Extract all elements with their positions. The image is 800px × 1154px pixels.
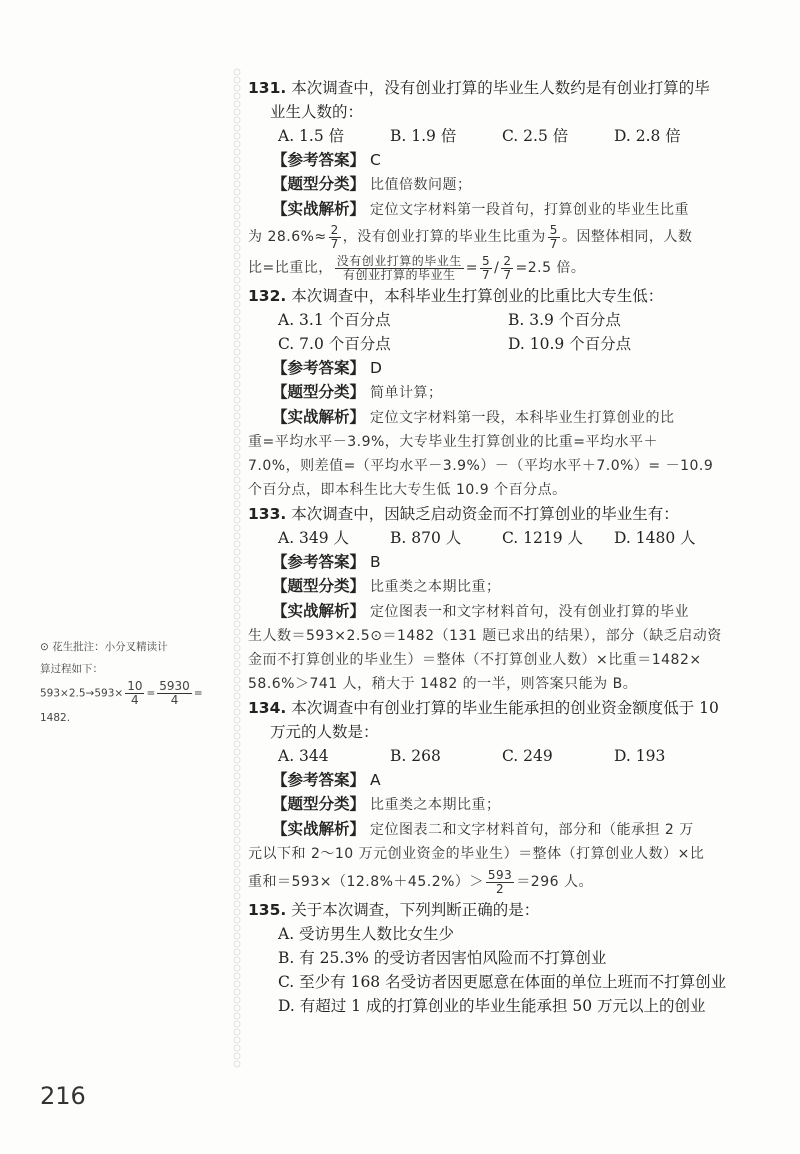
answer: D: [369, 359, 382, 377]
option-a: A. 349 人: [278, 529, 350, 547]
answer-label: 【参考答案】: [272, 553, 366, 571]
option-c: C. 7.0 个百分点: [278, 335, 391, 353]
question-stem-cont: 万元的人数是：: [270, 723, 379, 741]
analysis-text: 为 28.6%≈: [248, 229, 327, 245]
fraction-denominator: 7: [330, 236, 339, 251]
side-note-equals-2: =: [193, 687, 203, 700]
analysis-label: 【实战解析】: [272, 602, 366, 620]
question-type: 比重类之本期比重；: [369, 579, 501, 595]
fraction-numerator: 2: [330, 222, 339, 237]
question-type: 比值倍数问题；: [369, 177, 472, 193]
option-a: A. 3.1 个百分点: [278, 311, 391, 329]
option-a: A. 344: [278, 747, 329, 765]
option-c: C. 249: [502, 747, 553, 765]
question-stem: 本次调查中，因缺乏启动资金而不打算创业的毕业生有：: [291, 505, 679, 523]
analysis-line: [248, 866, 748, 898]
analysis-text: /: [494, 260, 500, 276]
option-b: B. 268: [390, 747, 441, 765]
question-stem: 关于本次调查，下列判断正确的是：: [291, 901, 540, 919]
option-a: A. 受访男生人数比女生少: [278, 925, 455, 943]
analysis-line: 定位图表一和文字材料首句，没有创业打算的毕业: [369, 604, 689, 620]
option-d: D. 193: [614, 747, 666, 765]
page-number: 216: [40, 1082, 86, 1110]
options: [248, 526, 748, 550]
question-stem: 本次调查中，没有创业打算的毕业生人数约是有创业打算的毕: [291, 79, 710, 97]
fraction: [480, 255, 492, 282]
analysis-line: 生人数＝593×2.5⊙＝1482（131 题已求出的结果），部分（缺乏启动资: [248, 628, 722, 644]
fraction-denominator: 7: [549, 236, 558, 251]
analysis-label: 【实战解析】: [272, 820, 366, 838]
analysis-line: 定位文字材料第一段，本科毕业生打算创业的比: [369, 410, 675, 426]
type-label: 【题型分类】: [272, 795, 366, 813]
answer: A: [369, 771, 381, 789]
analysis-text: ＝296 人。: [516, 874, 593, 890]
side-note-line1: ⊙ 花生批注：小分叉精读计: [40, 641, 168, 653]
question-133: [248, 502, 748, 696]
margin-wavy-line: [233, 68, 241, 1068]
option-b: B. 870 人: [390, 529, 462, 547]
question-stem: 本次调查中，本科毕业生打算创业的比重比大专生低：: [291, 287, 664, 305]
fraction: [329, 224, 341, 251]
analysis-line: 个百分点，即本科生比大专生低 10.9 个百分点。: [248, 482, 567, 498]
analysis-line: 定位文字材料第一段首句，打算创业的毕业生比重: [369, 202, 689, 218]
type-label: 【题型分类】: [272, 383, 366, 401]
option-d: D. 1480 人: [614, 529, 696, 547]
question-number: 132.: [248, 287, 287, 305]
side-note-fraction: [125, 680, 144, 707]
option-d: D. 有超过 1 成的打算创业的毕业生能承担 50 万元以上的创业: [278, 997, 706, 1015]
fraction-numerator: 5: [481, 253, 491, 268]
options: [248, 308, 748, 332]
analysis-line: [248, 252, 748, 284]
fraction-numerator: 593: [487, 867, 513, 882]
fraction-numerator: 2: [503, 253, 512, 268]
fraction-denominator: 7: [481, 267, 491, 282]
fraction: [486, 869, 514, 896]
answer-label: 【参考答案】: [272, 359, 366, 377]
question-stem-cont: 业生人数的：: [270, 103, 364, 121]
side-note-fraction-2: [157, 680, 192, 707]
question-135: [248, 898, 748, 1018]
type-label: 【题型分类】: [272, 577, 366, 595]
fraction-denominator: 2: [496, 881, 505, 896]
analysis-line: 元以下和 2～10 万元创业资金的毕业生）＝整体（打算创业人数）×比: [248, 846, 705, 862]
option-a: A. 1.5 倍: [278, 127, 345, 145]
option-c: C. 1219 人: [502, 529, 584, 547]
analysis-line: 定位图表二和文字材料首句，部分和（能承担 2 万: [369, 822, 694, 838]
option-b: B. 有 25.3% 的受访者因害怕风险而不打算创业: [278, 949, 607, 967]
side-note-line4: 1482.: [40, 712, 71, 724]
question-131: [248, 76, 748, 284]
fraction-numerator: 10: [127, 679, 143, 693]
analysis-text: 比=比重比，: [248, 260, 333, 276]
option-c: C. 至少有 168 名受访者因更愿意在体面的单位上班而不打算创业: [278, 973, 727, 991]
analysis-line: 金而不打算创业的毕业生）＝整体（不打算创业人数）×比重＝1482×: [248, 652, 702, 668]
question-type: 简单计算；: [369, 385, 443, 401]
analysis-line: 58.6%＞741 人，稍大于 1482 的一半，则答案只能为 B。: [248, 676, 638, 692]
fraction-numerator: 没有创业打算的毕业生: [336, 253, 462, 268]
fraction-denominator: 4: [131, 693, 139, 707]
side-note-line2: 算过程如下：: [40, 663, 103, 675]
option-b: B. 3.9 个百分点: [508, 311, 621, 329]
options: [248, 332, 748, 356]
question-number: 131.: [248, 79, 287, 97]
fraction: [501, 255, 513, 282]
option-d: D. 2.8 倍: [614, 127, 681, 145]
analysis-text: ，没有创业打算的毕业生比重为: [342, 229, 546, 245]
side-note-calc: 593×2.5→593×: [40, 687, 124, 700]
question-number: 133.: [248, 505, 287, 523]
option-d: D. 10.9 个百分点: [508, 335, 632, 353]
option-c: C. 2.5 倍: [502, 127, 569, 145]
analysis-text: 。因整体相同，人数: [561, 229, 693, 245]
question-134: [248, 696, 748, 898]
analysis-label: 【实战解析】: [272, 408, 366, 426]
question-132: [248, 284, 748, 502]
options: [248, 922, 748, 1018]
fraction-denominator: 有创业打算的毕业生: [342, 267, 456, 282]
question-type: 比重类之本期比重；: [369, 797, 501, 813]
answer: C: [369, 151, 381, 169]
main-text: [248, 76, 748, 1018]
analysis-line: 重=平均水平－3.9%，大专毕业生打算创业的比重=平均水平＋: [248, 434, 659, 450]
question-number: 134.: [248, 699, 287, 717]
fraction-numerator: 5: [549, 222, 558, 237]
fraction: [335, 255, 464, 282]
type-label: 【题型分类】: [272, 175, 366, 193]
options: [248, 744, 748, 768]
answer-label: 【参考答案】: [272, 771, 366, 789]
fraction-denominator: 4: [170, 693, 179, 707]
question-stem: 本次调查中有创业打算的毕业生能承担的创业资金额度低于 10: [291, 699, 719, 717]
fraction-numerator: 5930: [159, 679, 190, 693]
fraction-denominator: 7: [503, 267, 512, 282]
analysis-line: 7.0%，则差值=（平均水平－3.9%）－（平均水平＋7.0%）= －10.9: [248, 458, 714, 474]
answer: B: [369, 553, 381, 571]
analysis-text: 重和＝593×（12.8%＋45.2%）＞: [248, 874, 484, 890]
side-annotation: [40, 636, 232, 729]
option-b: B. 1.9 倍: [390, 127, 457, 145]
options: [248, 124, 748, 148]
analysis-line: [248, 222, 748, 252]
analysis-text: =2.5 倍。: [515, 260, 586, 276]
side-note-equals: =: [146, 687, 156, 700]
question-number: 135.: [248, 901, 287, 919]
analysis-text: =: [465, 260, 478, 276]
side-note-line3: [40, 680, 232, 707]
analysis-label: 【实战解析】: [272, 200, 366, 218]
fraction: [548, 224, 560, 251]
answer-label: 【参考答案】: [272, 151, 366, 169]
